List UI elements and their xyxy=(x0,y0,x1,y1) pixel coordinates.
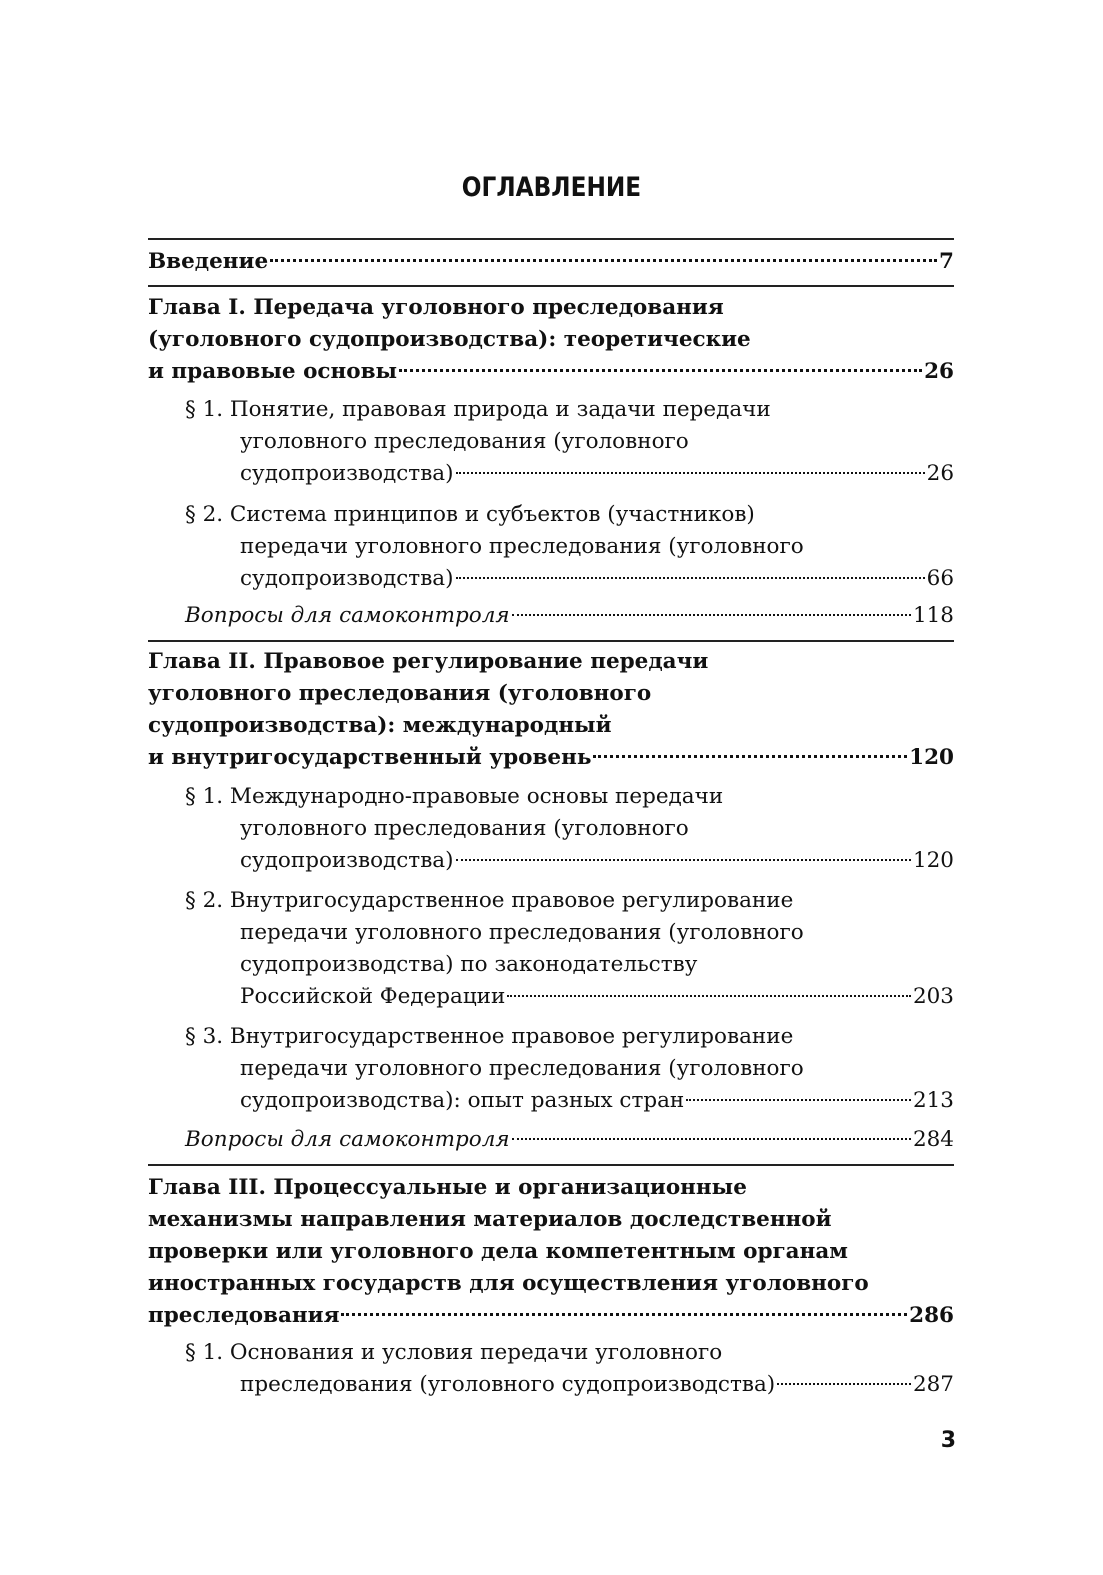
entry-page: 284 xyxy=(912,1127,954,1152)
entry-title: Вопросы для самоконтроля xyxy=(185,1127,510,1152)
entry-page: 66 xyxy=(926,566,954,591)
leader-dots xyxy=(512,614,911,616)
entry-page: 26 xyxy=(926,461,954,486)
entry-title-line: уголовного преследования (уголовного xyxy=(240,816,689,841)
entry-title-line: передачи уголовного преследования (уголовного xyxy=(240,920,804,945)
entry-title-line: проверки или уголовного дела компетентным органам xyxy=(148,1239,848,1264)
entry-title-line: судопроизводства): международный xyxy=(148,713,612,738)
toc-entry-chapter-2[interactable] xyxy=(148,646,954,774)
divider xyxy=(148,640,954,642)
entry-title-line: (уголовного судопроизводства): теоретические xyxy=(148,327,751,352)
leader-dots xyxy=(593,755,907,758)
leader-dots xyxy=(399,369,922,372)
entry-title-line: § 1. Основания и условия передачи уголовного xyxy=(185,1340,723,1365)
entry-title-line: преследования (уголовного судопроизводства) xyxy=(240,1372,776,1397)
entry-title-line: § 3. Внутригосударственное правовое регулирование xyxy=(185,1024,794,1049)
leader-dots xyxy=(270,259,937,262)
entry-page: 213 xyxy=(912,1088,954,1113)
toc-entry-ch2-questions[interactable] xyxy=(148,1124,954,1156)
leader-dots xyxy=(512,1138,911,1140)
entry-title-line: механизмы направления материалов доследственной xyxy=(148,1207,832,1232)
entry-title-line: уголовного преследования (уголовного xyxy=(148,681,652,706)
toc-entry-chapter-3[interactable] xyxy=(148,1172,954,1332)
entry-title-line: Глава I. Передача уголовного преследования xyxy=(148,295,724,320)
toc-entry-ch1-section-1[interactable] xyxy=(148,394,954,490)
entry-title-line: § 1. Понятие, правовая природа и задачи передачи xyxy=(185,397,771,422)
entry-page: 287 xyxy=(912,1372,954,1397)
divider xyxy=(148,238,954,240)
toc-entry-chapter-1[interactable] xyxy=(148,292,954,388)
entry-title: Введение xyxy=(148,249,269,274)
leader-dots xyxy=(341,1313,907,1316)
entry-title-line: судопроизводства) xyxy=(240,461,454,486)
page-number: 3 xyxy=(940,1428,956,1453)
entry-title-line: передачи уголовного преследования (уголовного xyxy=(240,534,804,559)
entry-title-line: преследования xyxy=(148,1303,340,1328)
entry-title-line: судопроизводства) xyxy=(240,566,454,591)
toc-entry-ch3-section-1[interactable] xyxy=(148,1337,954,1401)
entry-page: 120 xyxy=(912,848,954,873)
divider xyxy=(148,1164,954,1166)
entry-page: 26 xyxy=(924,359,954,384)
entry-title-line: § 2. Система принципов и субъектов (участников) xyxy=(185,502,755,527)
page-title: ОГЛАВЛЕНИЕ xyxy=(461,172,642,203)
entry-title-line: судопроизводства) по законодательству xyxy=(240,952,698,977)
entry-page: 203 xyxy=(912,984,954,1009)
entry-title-line: § 2. Внутригосударственное правовое регулирование xyxy=(185,888,794,913)
leader-dots xyxy=(456,859,911,861)
leader-dots xyxy=(507,995,911,997)
entry-title-line: и правовые основы xyxy=(148,359,398,384)
toc-entry-ch2-section-2[interactable] xyxy=(148,885,954,1013)
toc-entry-introduction[interactable] xyxy=(148,246,954,278)
divider xyxy=(148,285,954,287)
entry-title-line: уголовного преследования (уголовного xyxy=(240,429,689,454)
entry-title: Вопросы для самоконтроля xyxy=(185,603,510,628)
leader-dots xyxy=(456,577,925,579)
entry-title-line: Глава III. Процессуальные и организационные xyxy=(148,1175,747,1200)
leader-dots xyxy=(456,472,925,474)
toc-entry-ch1-questions[interactable] xyxy=(148,600,954,632)
entry-page: 7 xyxy=(939,249,954,274)
entry-title-line: и внутригосударственный уровень xyxy=(148,745,592,770)
leader-dots xyxy=(777,1383,911,1385)
toc-entry-ch1-section-2[interactable] xyxy=(148,499,954,595)
entry-title-line: Российской Федерации xyxy=(240,984,506,1009)
entry-page: 120 xyxy=(909,745,954,770)
toc-entry-ch2-section-1[interactable] xyxy=(148,781,954,877)
leader-dots xyxy=(686,1099,911,1101)
entry-title-line: судопроизводства): опыт разных стран xyxy=(240,1088,685,1113)
entry-title-line: передачи уголовного преследования (уголовного xyxy=(240,1056,804,1081)
entry-title-line: § 1. Международно-правовые основы передачи xyxy=(185,784,724,809)
entry-title-line: судопроизводства) xyxy=(240,848,454,873)
entry-page: 118 xyxy=(912,603,954,628)
entry-page: 286 xyxy=(909,1303,954,1328)
entry-title-line: иностранных государств для осуществления уголовного xyxy=(148,1271,869,1296)
entry-title-line: Глава II. Правовое регулирование передачи xyxy=(148,649,709,674)
toc-entry-ch2-section-3[interactable] xyxy=(148,1021,954,1117)
